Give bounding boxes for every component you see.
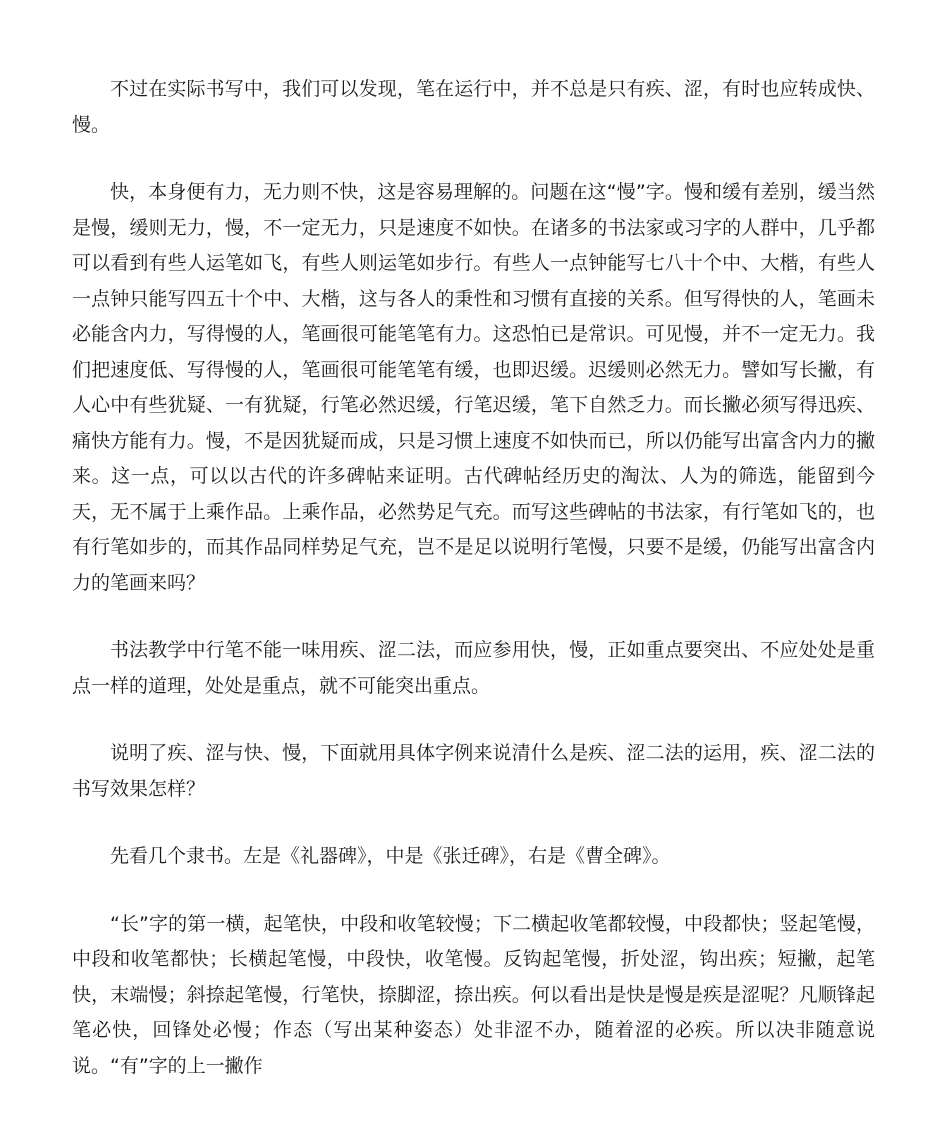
paragraph-gap <box>72 143 875 175</box>
paragraph-gap <box>72 704 875 736</box>
paragraph-1: 不过在实际书写中，我们可以发现，笔在运行中，并不总是只有疾、涩，有时也应转成快、慢。 <box>72 78 875 136</box>
paragraph-4: 说明了疾、涩与快、慢，下面就用具体字例来说清什么是疾、涩二法的运用，疾、涩二法的书写效果怎样？ <box>72 742 875 800</box>
paragraph-gap <box>72 601 875 633</box>
paragraph-2: 快，本身便有力，无力则不快，这是容易理解的。问题在这“慢”字。慢和缓有差别，缓当然是慢，缓则无力，慢，不一定无力，只是速度不如快。在诸多的书法家或习字的人群中，几乎都可以看到有些人运笔如飞，有些人则运笔如步行。有些人一点钟能写七八十个中、大楷，有些人一点钟只能写四五十个中、大楷，这与各人的秉性和习惯有直接的关系。但写得快的人，笔画未必能含内力，写得慢的人，笔画很可能笔笔有力。这恐怕已是常识。可见慢，并不一定无力。我们把速度低、写得慢的人，笔画很可能笔笔有缓，也即迟缓。迟缓则必然无力。譬如写长撇，有人心中有些犹疑、一有犹疑，行笔必然迟缓，行笔迟缓，笔下自然乏力。而长撇必须写得迅疾、痛快方能有力。慢，不是因犹疑而成，只是习惯上速度不如快而已，所以仍能写出富含内力的撇来。这一点，可以以古代的许多碑帖来证明。古代碑帖经历史的淘汰、人为的筛选，能留到今天，无不属于上乘作品。上乘作品，必然势足气充。而写这些碑帖的书法家，有行笔如飞的，也有行笔如步的，而其作品同样势足气充，岂不是足以说明行笔慢，只要不是缓，仍能写出富含内力的笔画来吗？ <box>72 181 875 594</box>
paragraph-6: “长”字的第一横，起笔快，中段和收笔较慢；下二横起收笔都较慢，中段都快；竖起笔慢，中段和收笔都快；长横起笔慢，中段快，收笔慢。反钩起笔慢，折处涩，钩出疾；短撇，起笔快，末端慢；斜捺起笔慢，行笔快，捺脚涩，捺出疾。何以看出是快是慢是疾是涩呢？凡顺锋起笔必快，回锋处必慢；作态（写出某种姿态）处非涩不办，随着涩的必疾。所以决非随意说说。“有”字的上一撇作 <box>72 912 875 1077</box>
document-body <box>72 72 875 1084</box>
paragraph-3: 书法教学中行笔不能一味用疾、涩二法，而应参用快，慢，正如重点要突出、不应处处是重点一样的道理，处处是重点，就不可能突出重点。 <box>72 639 875 697</box>
paragraph-5: 先看几个隶书。左是《礼器碑》，中是《张迁碑》，右是《曹全碑》。 <box>110 845 671 867</box>
paragraph-gap <box>72 875 875 907</box>
paragraph-gap <box>72 807 875 839</box>
